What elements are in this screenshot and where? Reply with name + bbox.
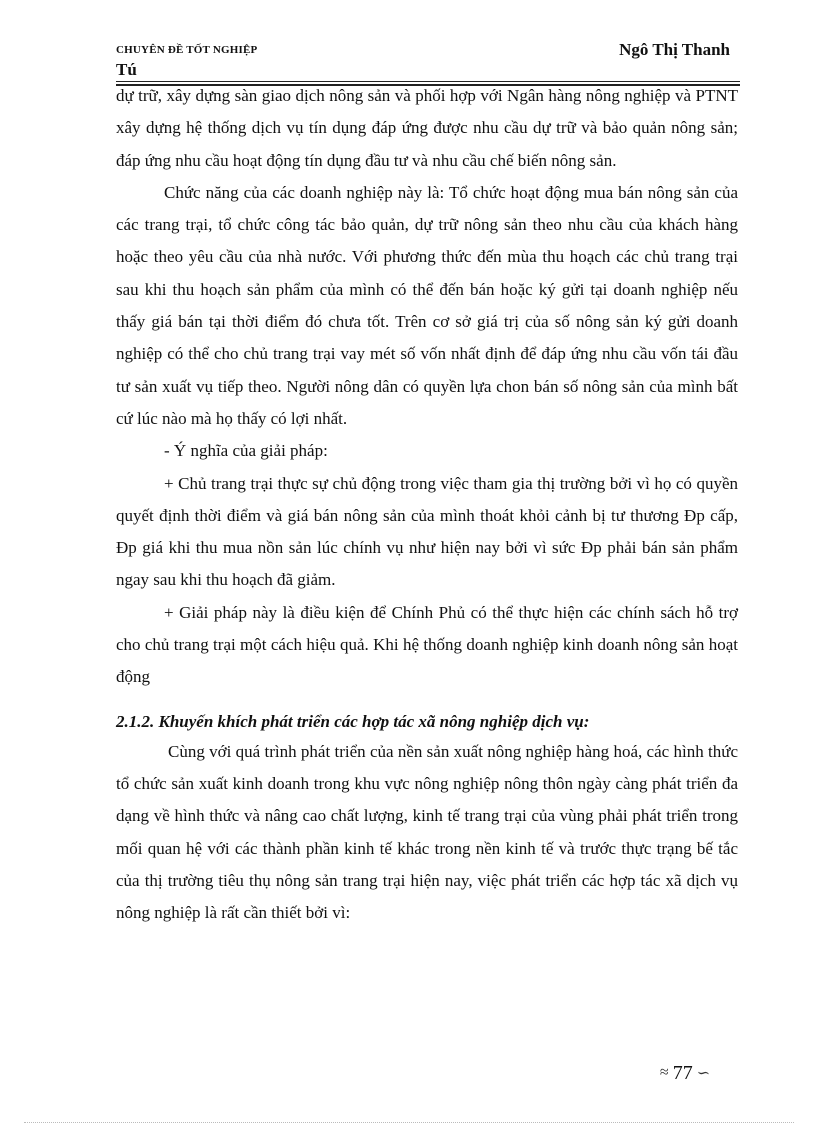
paragraph: dự trữ, xây dựng sàn giao dịch nông sản và phối hợp với Ngân hàng nông nghiệp và PTNT xây dựng hệ thống dịch vụ tín dụng đáp ứng được nhu cầu dự trữ và bảo quản nông sản; đáp ứng nhu cầu hoạt động tín dụng đầu tư và nhu cầu chế biến nông sản. bbox=[116, 86, 738, 170]
page-header bbox=[116, 38, 740, 86]
paragraph: + Giải pháp này là điều kiện để Chính Phủ có thể thực hiện các chính sách hỗ trợ cho chủ trang trại một cách hiệu quả. Khi hệ thống doanh nghiệp kinh doanh nông sản hoạt động bbox=[116, 602, 738, 687]
document-subject: CHUYÊN ĐỀ TỐT NGHIỆP bbox=[116, 44, 258, 56]
page-number: 77 bbox=[672, 1061, 693, 1084]
paragraph: - Ý nghĩa của giải pháp: bbox=[164, 441, 328, 461]
section-heading: 2.1.2. Khuyến khích phát triển các hợp tác xã nông nghiệp dịch vụ: bbox=[116, 711, 590, 731]
paragraph: + Chủ trang trại thực sự chủ động trong việc tham gia thị trường bởi vì họ có quyền quyết định thời điểm và giá bán nông sản của mình thoát khỏi cảnh bị tư thương Ðp cấp, Ðp giá khi thu mua nồn sản lúc chính vụ như hiện nay bởi vì sức Ðp phải bán sản phẩm ngay sau khi thu hoạch đã giảm. bbox=[116, 473, 738, 590]
author-name-continued: Tú bbox=[116, 60, 137, 79]
page-footer bbox=[630, 1058, 740, 1088]
ornament-left-icon: ≈ bbox=[659, 1064, 669, 1081]
author-name: Ngô Thị Thanh bbox=[619, 40, 730, 59]
paragraph: Chức năng của các doanh nghiệp này là: Tổ chức hoạt động mua bán nông sản của các trang trại, tổ chức công tác bảo quản, dự trữ nông sản theo nhu cầu của khách hàng hoặc theo yêu cầu của nhà nước. Với phương thức đến mùa thu hoạch các chủ trang trại sau khi thu hoạch sản phẩm của mình có thể đến bán hoặc ký gửi tại doanh nghiệp nếu thấy giá bán tại thời điểm đó chưa tốt. Trên cơ sở giá trị của số nông sản ký gửi doanh nghiệp có thể cho chủ trang trại vay mét số vốn nhất định để đáp ứng nhu cầu vốn tái đầu tư sản xuất vụ tiếp theo. Người nông dân có quyền lựa chon bán số nông sản của mình bất cứ lúc nào mà họ thấy có lợi nhất. bbox=[116, 182, 738, 428]
ornament-right-icon: ∽ bbox=[696, 1065, 711, 1082]
paragraph: Cùng với quá trình phát triển của nền sản xuất nông nghiệp hàng hoá, các hình thức tổ chức sản xuất kinh doanh trong khu vực nông nghiệp nông thôn ngày càng phát triển đa dạng về hình thức và nâng cao chất lượng, kinh tế trang trại của vùng phải phát triển trong mối quan hệ với các thành phần kinh tế khác trong nền kinh tế và trước thực trạng bế tắc của thị trường tiêu thụ nông sản trang trại hiện nay, việc phát triển các hợp tác xã dịch vụ nông nghiệp là rất cần thiết bởi vì: bbox=[116, 741, 738, 923]
document-body bbox=[116, 80, 738, 929]
